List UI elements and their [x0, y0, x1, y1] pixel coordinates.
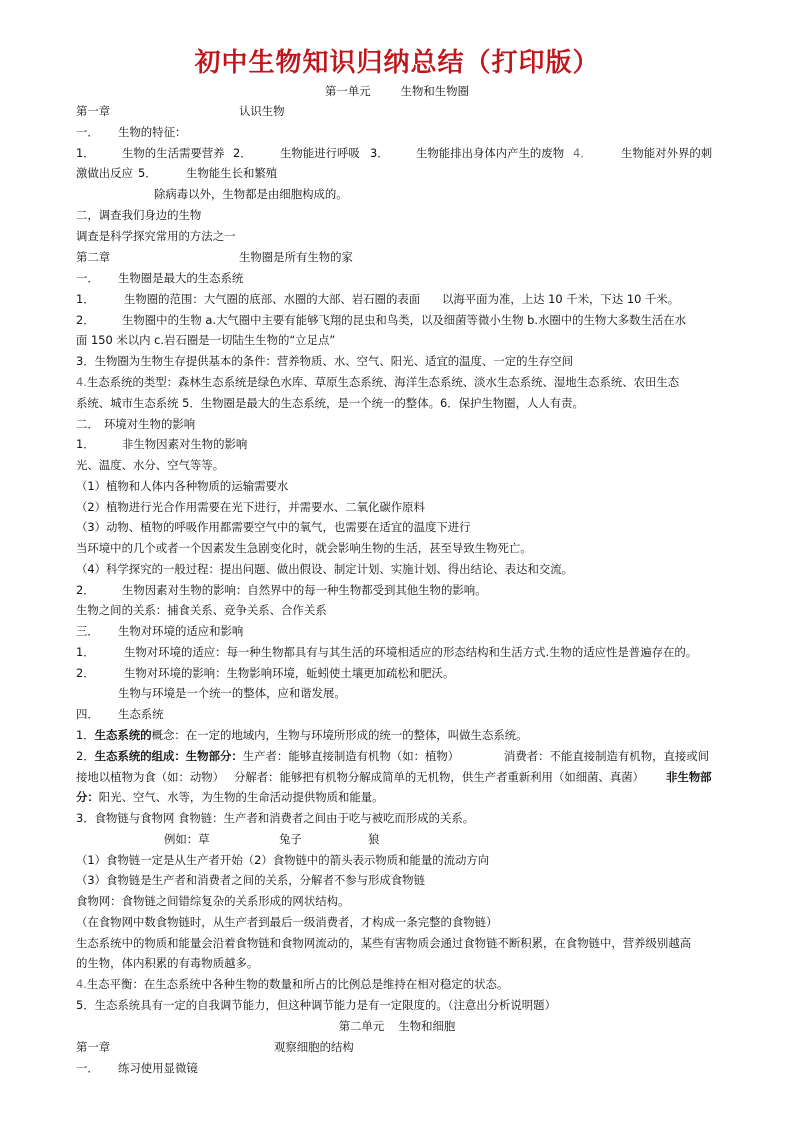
- unit-name: 生物和生物圈: [400, 84, 469, 98]
- text-line: 2． 生物因素对生物的影响：自然界中的每一种生物都受到其他生物的影响。: [76, 583, 487, 597]
- text-line: 2． 生物对环境的影响：生物影响环境，蚯蚓使土壤更加疏松和肥沃。: [76, 666, 455, 680]
- text-line: 1． 生物对环境的适应：每一种生物都具有与其生活的环境相适应的形态结构和生活方式.生物的适应性是普遍存在的。: [76, 645, 698, 659]
- text-line: 2．生态系统的组成：生物部分：生产者：能够直接制造有机物（如：植物） 消费者：不能直接制造有机物，直接或间: [76, 749, 710, 763]
- text-line: 分：阳光、空气、水等，为生物的生命活动提供物质和能量。: [76, 790, 384, 804]
- text-line: 除病毒以外，生物都是由细胞构成的。: [154, 187, 348, 201]
- text-line: 5．生态系统具有一定的自我调节能力，但这种调节能力是有一定限度的。（注意出分析说明题）: [76, 998, 556, 1012]
- section-heading: 四． 生态系统: [76, 707, 164, 721]
- text-line: 4.生态平衡：在生态系统中各种生物的数量和所占的比例总是维持在相对稳定的状态。: [76, 977, 509, 991]
- text-line: 食物网：食物链之间错综复杂的关系形成的网状结构。: [76, 894, 350, 908]
- section-heading: 一． 生物的特征：: [76, 125, 187, 139]
- unit-heading-1: [0, 84, 794, 98]
- text-line: 1．生态系统的概念：在一定的地域内，生物与环境所形成的统一的整体，叫做生态系统。: [76, 728, 528, 742]
- text-line: 的生物，体内积累的有毒物质越多。: [76, 956, 259, 970]
- chapter-heading-3: 第一章 观察细胞的结构: [76, 1040, 354, 1054]
- text-line: 接地以植物为食（如：动物） 分解者：能够把有机物分解成简单的无机物，供生产者重新利用（如细菌、真菌） 非生物部: [76, 770, 712, 784]
- text-line: 2． 生物圈中的生物 a.大气圈中主要有能够飞翔的昆虫和鸟类，以及细菌等微小生物 b.水圈中的生物大多数生活在水: [76, 313, 687, 327]
- text-line: （4）科学探究的一般过程：提出问题、做出假设、制定计划、实施计划、得出结论、表达和交流。: [76, 562, 574, 576]
- section-heading: 二． 环境对生物的影响: [76, 417, 196, 431]
- chapter-name: 认识生物: [239, 104, 285, 118]
- section-heading: 一． 生物圈是最大的生态系统: [76, 271, 244, 285]
- text-line: 1． 非生物因素对生物的影响: [76, 437, 248, 451]
- text-line: 面 150 米以内 c.岩石圈是一切陆生生物的“立足点”: [76, 333, 336, 347]
- document-title: 初中生物知识归纳总结（打印版）: [194, 48, 600, 78]
- text-line: （2）植物进行光合作用需要在光下进行，并需要水、二氧化碳作原料: [76, 500, 425, 514]
- text-line: （3）动物、植物的呼吸作用都需要空气中的氧气，也需要在适宜的温度下进行: [76, 520, 471, 534]
- chapter-heading-2: 第二章 生物圈是所有生物的家: [76, 250, 353, 264]
- text-line: （在食物网中数食物链时，从生产者到最后一级消费者，才构成一条完整的食物链）: [76, 915, 498, 929]
- text-line: 生物之间的关系：捕食关系、竞争关系、合作关系: [76, 603, 327, 617]
- text-line: 激做出反应 5． 生物能生长和繁殖: [76, 166, 278, 180]
- unit-heading-2: 第二单元 生物和细胞: [338, 1019, 456, 1033]
- text-line: 3．生物圈为生物生存提供基本的条件：营养物质、水、空气、阳光、适宜的温度、一定的生存空间: [76, 354, 574, 368]
- section-heading: 三． 生物对环境的适应和影响: [76, 624, 244, 638]
- text-line: 1． 生物圈的范围：大气圈的底部、水圈的大部、岩石圈的表面 以海平面为准，上达 10 千米，下达 10 千米。: [76, 292, 680, 306]
- chapter-label: 第一章: [76, 104, 111, 118]
- text-line: 当环境中的几个或者一个因素发生急剧变化时，就会影响生物的生活，甚至导致生物死亡。: [76, 541, 532, 555]
- text-line: 生态系统中的物质和能量会沿着食物链和食物网流动的，某些有害物质会通过食物链不断积累，在食物链中，营养级别越高: [76, 936, 692, 950]
- text-line: （1）食物链一定是从生产者开始（2）食物链中的箭头表示物质和能量的流动方向: [76, 853, 490, 867]
- text-line: （1）植物和人体内各种物质的运输需要水: [76, 479, 289, 493]
- text-line: 调查是科学探究常用的方法之一: [76, 229, 236, 243]
- text-line: 4.生态系统的类型：森林生态系统是绿色水库、草原生态系统、海洋生态系统、淡水生态系统、湿地生态系统、农田生态: [76, 375, 680, 389]
- section-heading: 一． 练习使用显微镜: [76, 1061, 198, 1075]
- text-line: 系统、城市生态系统 5．生物圈是最大的生态系统，是一个统一的整体。6．保护生物圈，人人有责。: [76, 396, 584, 410]
- text-line: 光、温度、水分、空气等等。: [76, 458, 225, 472]
- chapter-heading-1: [76, 104, 285, 118]
- document-page: 初中生物知识归纳总结（打印版） 第一单元 生物和生物圈 第一章 认识生物 一． 生物的特征： 1． 生物的生活需要营养 2． 生物能进行呼吸 3． 生物能排出身体内产生的废物 4． 生物能对外界的刺 激做出反应 5． 生物能生长和繁殖 除病毒以外，生物都是由细胞构成的。 二，调查我们身边的生物 调查是科学探究常用的方法之一 第二章 生物圈是所有生物的家 一． 生物圈是最大的生态系统 1． 生物圈的范围：大气圈的底部、水圈的大部、岩石圈的表面 以海平面为准，上达 10 千米，下达 10 千米。 2． 生物圈中的生物 a.大气圈中主要有能够飞翔的昆虫和鸟类，以及细菌等微小生物 b.水圈中的生物大多数生活在水 面 150 米以内 c.岩石圈是一切陆生生物的“立足点” 3．生物圈为生物生存提供基本的条件：营养物质、水、空气、阳光、适宜的温度、一定的生存空间 4.生态系统的类型：森林生态系统是绿色水库、草原生态系统、海洋生态系统、淡水生态系统、湿地生态系统、农田生态 系统、城市生态系统 5．生物圈是最大的生态系统，是一个统一的整体。6．保护生物圈，人人有责。 二． 环境对生物的影响 1． 非生物因素对生物的影响 光、温度、水分、空气等等。 （1）植物和人体内各种物质的运输需要水 （2）植物进行光合作用需要在光下进行，并需要水、二氧化碳作原料 （3）动物、植物的呼吸作用都需要空气中的氧气，也需要在适宜的温度下进行 当环境中的几个或者一个因素发生急剧变化时，就会影响生物的生活，甚至导致生物死亡。 （4）科学探究的一般过程：提出问题、做出假设、制定计划、实施计划、得出结论、表达和交流。 2． 生物因素对生物的影响：自然界中的每一种生物都受到其他生物的影响。 生物之间的关系：捕食关系、竞争关系、合作关系 三． 生物对环境的适应和影响 1． 生物对环境的适应：每一种生物都具有与其生活的环境相适应的形态结构和生活方式.生物的适应性是普遍存在的。 2． 生物对环境的影响：生物影响环境，蚯蚓使土壤更加疏松和肥沃。 生物与环境是一个统一的整体，应和谐发展。 四． 生态系统 1．生态系统的概念：在一定的地域内，生物与环境所形成的统一的整体，叫做生态系统。 2．生态系统的组成：生物部分：生产者：能够直接制造有机物（如：植物） 消费者：不能直接制造有机物，直接或间 接地以植物为食（如：动物） 分解者：能够把有机物分解成简单的无机物，供生产者重新利用（如细菌、真菌） 非生物部 分：阳光、空气、水等，为生物的生命活动提供物质和能量。 3．食物链与食物网 食物链：生产者和消费者之间由于吃与被吃而形成的关系。 例如：草 兔子 狼 （1）食物链一定是从生产者开始（2）食物链中的箭头表示物质和能量的流动方向 （3）食物链是生产者和消费者之间的关系，分解者不参与形成食物链 食物网：食物链之间错综复杂的关系形成的网状结构。 （在食物网中数食物链时，从生产者到最后一级消费者，才构成一条完整的食物链） 生态系统中的物质和能量会沿着食物链和食物网流动的，某些有害物质会通过食物链不断积累，在食物链中，营养级别越高 的生物，体内积累的有毒物质越多。 4.生态平衡：在生态系统中各种生物的数量和所占的比例总是维持在相对稳定的状态。 5．生态系统具有一定的自我调节能力，但这种调节能力是有一定限度的。（注意出分析说明题） 第二单元 生物和细胞 第一章 观察细胞的结构 一． 练习使用显微镜: [0, 0, 794, 1123]
- text-line: 1． 生物的生活需要营养 2． 生物能进行呼吸 3． 生物能排出身体内产生的废物 4． 生物能对外界的刺: [76, 146, 713, 160]
- text-line: 3．食物链与食物网 食物链：生产者和消费者之间由于吃与被吃而形成的关系。: [76, 811, 475, 825]
- text-line: （3）食物链是生产者和消费者之间的关系，分解者不参与形成食物链: [76, 873, 425, 887]
- unit-label: 第一单元: [325, 84, 371, 98]
- text-line: 生物与环境是一个统一的整体，应和谐发展。: [118, 686, 346, 700]
- section-heading: 二，调查我们身边的生物: [76, 208, 202, 222]
